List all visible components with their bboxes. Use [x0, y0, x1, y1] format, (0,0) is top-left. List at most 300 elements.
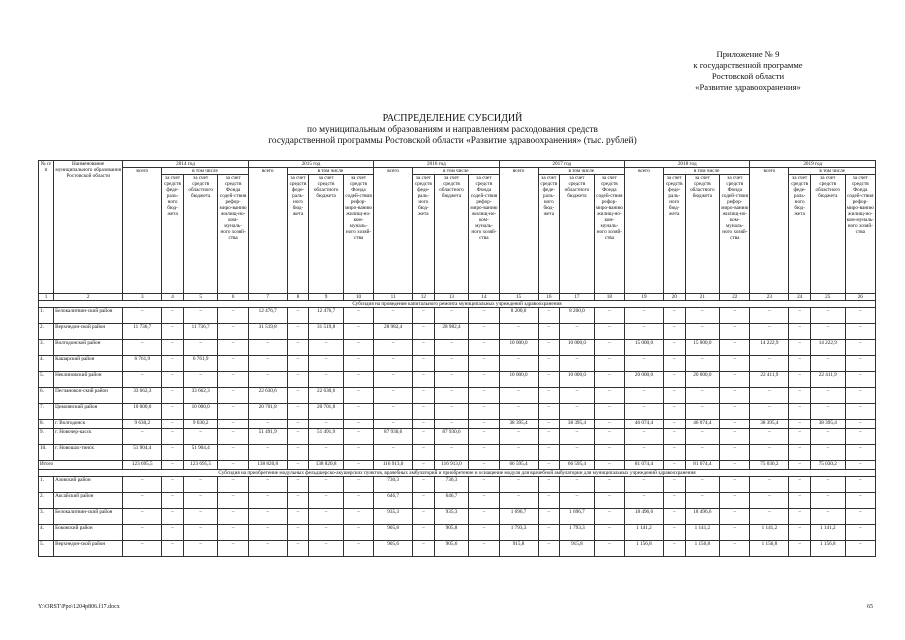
value-cell: –: [750, 477, 789, 493]
column-number: 17: [560, 294, 595, 301]
value-cell: –: [720, 308, 750, 324]
value-cell: –: [663, 445, 685, 461]
value-cell: 28 982,4: [374, 324, 413, 340]
table-row: [39, 493, 876, 509]
value-cell: –: [789, 404, 811, 420]
value-cell: –: [720, 525, 750, 541]
page-number: 65: [867, 604, 873, 610]
municipality-name: Цимлянский район: [54, 404, 123, 420]
value-cell: –: [625, 404, 664, 420]
total-value: 66 595,4: [499, 461, 538, 470]
header-obl: за счет средств областного бюджета: [560, 175, 595, 294]
total-value: 66 595,4: [560, 461, 595, 470]
table-row: [39, 429, 876, 445]
header-obl: за счет средств областного бюджета: [183, 175, 218, 294]
row-number: 5.: [39, 372, 54, 388]
value-cell: 1 696,7: [560, 509, 595, 525]
value-cell: 10 000,0: [560, 340, 595, 356]
value-cell: –: [434, 420, 469, 429]
value-cell: –: [499, 477, 538, 493]
value-cell: –: [469, 445, 499, 461]
value-cell: –: [309, 493, 344, 509]
value-cell: –: [162, 477, 184, 493]
value-cell: –: [663, 477, 685, 493]
value-cell: –: [218, 388, 248, 404]
value-cell: –: [720, 429, 750, 445]
value-cell: –: [374, 445, 413, 461]
value-cell: –: [162, 324, 184, 340]
value-cell: –: [343, 541, 373, 557]
value-cell: –: [594, 429, 624, 445]
subsidy-table: [38, 160, 876, 557]
value-cell: –: [287, 509, 309, 525]
value-cell: 8 200,0: [560, 308, 595, 324]
table-row: [39, 404, 876, 420]
value-cell: 33 662,3: [123, 388, 162, 404]
value-cell: 1 696,7: [499, 509, 538, 525]
appendix-line: Ростовской области: [711, 71, 785, 81]
value-cell: –: [845, 509, 875, 525]
value-cell: 646,7: [374, 493, 413, 509]
value-cell: –: [789, 493, 811, 509]
value-cell: 11 736,7: [123, 324, 162, 340]
value-cell: –: [248, 525, 287, 541]
value-cell: –: [750, 308, 789, 324]
header-incl: в том числе: [162, 168, 249, 175]
value-cell: –: [750, 509, 789, 525]
value-cell: 20 701,8: [248, 404, 287, 420]
value-cell: –: [309, 372, 344, 388]
header-fed: за счет средств феде-раль-ного бюд-жета: [789, 175, 811, 294]
value-cell: –: [343, 477, 373, 493]
total-value: –: [343, 461, 373, 470]
value-cell: –: [538, 541, 560, 557]
value-cell: –: [594, 493, 624, 509]
value-cell: –: [248, 477, 287, 493]
file-path: Y:\ORST\Ppo\1204p806.f17.docx: [38, 604, 120, 610]
value-cell: 22 630,6: [309, 388, 344, 404]
value-cell: 8 200,0: [499, 308, 538, 324]
value-cell: –: [183, 308, 218, 324]
header-fund: за счет средств Фонда содей-ствия рефор-миро-ванию жилищ-но-ком-муналь-ного хозяй-ства: [343, 175, 373, 294]
row-number: 4.: [39, 525, 54, 541]
value-cell: –: [413, 445, 435, 461]
value-cell: –: [594, 541, 624, 557]
document-title: [0, 113, 905, 148]
value-cell: –: [789, 509, 811, 525]
header-fed: за счет средств феде-раль-ного бюд-жета: [663, 175, 685, 294]
value-cell: –: [750, 493, 789, 509]
value-cell: –: [183, 477, 218, 493]
column-number: 16: [538, 294, 560, 301]
value-cell: –: [720, 509, 750, 525]
value-cell: –: [845, 388, 875, 404]
value-cell: –: [162, 340, 184, 356]
appendix-line: к государственной программе: [693, 60, 803, 70]
value-cell: 730,3: [374, 477, 413, 493]
header-fund: за счет средств Фонда содей-ствия рефор-миро-ванию жилищ-но-ком-муналь-ного хозяй-ства: [469, 175, 499, 294]
value-cell: –: [685, 388, 720, 404]
value-cell: –: [663, 372, 685, 388]
value-cell: –: [183, 340, 218, 356]
value-cell: –: [469, 372, 499, 388]
value-cell: –: [625, 477, 664, 493]
value-cell: –: [663, 525, 685, 541]
value-cell: 22 411,9: [750, 372, 789, 388]
header-fund: за счет средств Фонда содей-ствия рефор-миро-ванию жилищ-но-ком-муналь-ного хозяй-ства: [594, 175, 624, 294]
header-total: всего: [248, 168, 287, 294]
value-cell: –: [538, 477, 560, 493]
value-cell: –: [625, 429, 664, 445]
value-cell: 51 904,4: [183, 445, 218, 461]
title-line: по муниципальным образованиям и направлениям расходования средств: [307, 124, 598, 135]
value-cell: 51 491,9: [309, 429, 344, 445]
table-row: [39, 541, 876, 557]
value-cell: –: [499, 429, 538, 445]
value-cell: –: [218, 429, 248, 445]
value-cell: –: [789, 541, 811, 557]
value-cell: –: [594, 372, 624, 388]
value-cell: –: [560, 404, 595, 420]
value-cell: 22 630,6: [248, 388, 287, 404]
value-cell: –: [625, 493, 664, 509]
value-cell: –: [374, 340, 413, 356]
value-cell: 87 930,6: [374, 429, 413, 445]
value-cell: –: [218, 509, 248, 525]
column-number: 20: [663, 294, 685, 301]
value-cell: –: [750, 429, 789, 445]
value-cell: –: [810, 477, 845, 493]
value-cell: –: [750, 388, 789, 404]
value-cell: –: [469, 404, 499, 420]
value-cell: –: [309, 356, 344, 372]
value-cell: –: [413, 429, 435, 445]
row-number: 2.: [39, 493, 54, 509]
value-cell: –: [469, 388, 499, 404]
value-cell: –: [248, 372, 287, 388]
value-cell: –: [374, 420, 413, 429]
value-cell: –: [810, 509, 845, 525]
header-fund: за счет средств Фонда содей-ствия рефор-миро-ванию жилищ-но-ком-муналь-ного хозяй-ства: [720, 175, 750, 294]
value-cell: –: [594, 388, 624, 404]
value-cell: –: [560, 429, 595, 445]
table-row: [39, 420, 876, 429]
value-cell: –: [750, 445, 789, 461]
column-number: 10: [343, 294, 373, 301]
value-cell: –: [663, 420, 685, 429]
municipality-name: Боковский район: [54, 525, 123, 541]
value-cell: –: [343, 445, 373, 461]
value-cell: –: [720, 541, 750, 557]
municipality-name: Азовский район: [54, 477, 123, 493]
value-cell: –: [162, 525, 184, 541]
value-cell: –: [538, 509, 560, 525]
table-row: [39, 477, 876, 493]
municipality-name: Белокалитвин-ский район: [54, 308, 123, 324]
municipality-name: Песчанокоп-ский район: [54, 388, 123, 404]
appendix-block: [648, 49, 848, 93]
value-cell: 1 156,8: [625, 541, 664, 557]
value-cell: –: [162, 541, 184, 557]
value-cell: –: [343, 388, 373, 404]
value-cell: –: [218, 493, 248, 509]
column-number: 18: [594, 294, 624, 301]
table-row: [39, 340, 876, 356]
value-cell: –: [720, 404, 750, 420]
value-cell: –: [123, 477, 162, 493]
value-cell: –: [123, 493, 162, 509]
value-cell: –: [789, 445, 811, 461]
row-number: 2.: [39, 324, 54, 340]
value-cell: –: [413, 340, 435, 356]
value-cell: –: [560, 445, 595, 461]
value-cell: 1 141,2: [750, 525, 789, 541]
value-cell: –: [845, 372, 875, 388]
value-cell: 12 476,7: [248, 308, 287, 324]
header-fund: за счет средств Фонда содей-ствия рефор-миро-ванию жилищ-но-ком-муналь-ного хозяй-ства: [845, 175, 875, 294]
header-total: всего: [374, 168, 413, 294]
value-cell: –: [538, 525, 560, 541]
value-cell: –: [123, 509, 162, 525]
value-cell: –: [499, 388, 538, 404]
value-cell: 18 496,6: [625, 509, 664, 525]
row-number: 8.: [39, 420, 54, 429]
column-number: 1: [39, 294, 54, 301]
value-cell: –: [810, 308, 845, 324]
header-total: всего: [750, 168, 789, 294]
value-cell: –: [218, 525, 248, 541]
value-cell: –: [789, 388, 811, 404]
value-cell: –: [499, 356, 538, 372]
value-cell: –: [789, 308, 811, 324]
value-cell: –: [343, 340, 373, 356]
value-cell: –: [789, 324, 811, 340]
value-cell: –: [434, 404, 469, 420]
total-row: [39, 461, 876, 470]
total-value: –: [845, 461, 875, 470]
value-cell: 22 411,9: [810, 372, 845, 388]
value-cell: –: [413, 308, 435, 324]
value-cell: –: [343, 356, 373, 372]
value-cell: –: [413, 493, 435, 509]
value-cell: 905,8: [374, 525, 413, 541]
header-year: 2019 год: [750, 161, 876, 168]
appendix-line: Приложение № 9: [716, 49, 780, 59]
value-cell: –: [750, 324, 789, 340]
value-cell: 9 630,2: [183, 420, 218, 429]
column-number: 3: [123, 294, 162, 301]
header-year: 2018 год: [625, 161, 750, 168]
total-value: –: [538, 461, 560, 470]
value-cell: –: [663, 429, 685, 445]
table-row: [39, 509, 876, 525]
title-line: государственной программы Ростовской области «Развитие здравоохранения» (тыс. рублей): [268, 136, 637, 146]
value-cell: 1 141,2: [685, 525, 720, 541]
appendix-line: «Развитие здравоохранения»: [695, 82, 801, 92]
value-cell: –: [218, 541, 248, 557]
value-cell: –: [162, 509, 184, 525]
municipality-name: Верхнедон-ской район: [54, 324, 123, 340]
value-cell: –: [413, 420, 435, 429]
value-cell: –: [685, 445, 720, 461]
value-cell: –: [123, 372, 162, 388]
value-cell: –: [413, 372, 435, 388]
value-cell: –: [183, 493, 218, 509]
value-cell: –: [162, 493, 184, 509]
header-fed: за счет средств феде-раль-ного бюд-жета: [287, 175, 309, 294]
value-cell: –: [594, 525, 624, 541]
value-cell: –: [218, 477, 248, 493]
value-cell: –: [123, 340, 162, 356]
value-cell: –: [845, 356, 875, 372]
total-value: –: [720, 461, 750, 470]
value-cell: –: [218, 404, 248, 420]
value-cell: 1 141,2: [810, 525, 845, 541]
value-cell: –: [162, 420, 184, 429]
column-number: 9: [309, 294, 344, 301]
value-cell: –: [374, 356, 413, 372]
value-cell: –: [123, 429, 162, 445]
value-cell: –: [343, 308, 373, 324]
total-value: –: [594, 461, 624, 470]
value-cell: –: [248, 420, 287, 429]
value-cell: –: [413, 541, 435, 557]
total-value: –: [218, 461, 248, 470]
value-cell: –: [663, 340, 685, 356]
value-cell: 28 982,4: [434, 324, 469, 340]
value-cell: –: [625, 356, 664, 372]
municipality-name: Белокалитвин-ский район: [54, 509, 123, 525]
value-cell: 18 496,6: [685, 509, 720, 525]
header-incl: в том числе: [287, 168, 374, 175]
value-cell: 15 000,0: [625, 340, 664, 356]
value-cell: –: [287, 429, 309, 445]
value-cell: –: [538, 404, 560, 420]
total-value: 138 820,8: [248, 461, 287, 470]
value-cell: –: [218, 445, 248, 461]
column-number: 22: [720, 294, 750, 301]
value-cell: –: [162, 445, 184, 461]
value-cell: 33 662,3: [183, 388, 218, 404]
value-cell: –: [287, 445, 309, 461]
value-cell: –: [343, 372, 373, 388]
header-fed: за счет средств феде-раль-ного бюд-жета: [413, 175, 435, 294]
header-total: всего: [123, 168, 162, 294]
value-cell: –: [413, 509, 435, 525]
value-cell: –: [810, 356, 845, 372]
column-number: 4: [162, 294, 184, 301]
value-cell: –: [162, 356, 184, 372]
value-cell: –: [287, 541, 309, 557]
value-cell: –: [538, 372, 560, 388]
column-number: 14: [469, 294, 499, 301]
total-value: 81 074,4: [625, 461, 664, 470]
value-cell: –: [469, 541, 499, 557]
header-obl: за счет средств областного бюджета: [685, 175, 720, 294]
value-cell: –: [309, 541, 344, 557]
value-cell: –: [218, 372, 248, 388]
value-cell: –: [287, 404, 309, 420]
total-value: 123 695,5: [183, 461, 218, 470]
value-cell: –: [218, 356, 248, 372]
value-cell: –: [663, 324, 685, 340]
value-cell: –: [560, 493, 595, 509]
column-number: 8: [287, 294, 309, 301]
column-number: 24: [789, 294, 811, 301]
value-cell: –: [538, 308, 560, 324]
header-total: всего: [625, 168, 664, 294]
value-cell: –: [663, 388, 685, 404]
value-cell: –: [538, 420, 560, 429]
municipality-name: Верхнедон-ской район: [54, 541, 123, 557]
value-cell: 1 793,3: [560, 525, 595, 541]
header-name: Наименование муниципального образования Ростовской области: [54, 161, 123, 294]
column-number: 21: [685, 294, 720, 301]
value-cell: –: [123, 525, 162, 541]
value-cell: –: [685, 477, 720, 493]
header-incl: в том числе: [538, 168, 625, 175]
value-cell: –: [538, 429, 560, 445]
value-cell: –: [434, 340, 469, 356]
value-cell: –: [560, 324, 595, 340]
column-number: 11: [374, 294, 413, 301]
value-cell: 51 904,4: [123, 445, 162, 461]
column-number: 19: [625, 294, 664, 301]
value-cell: 10 000,0: [123, 404, 162, 420]
row-number: 1.: [39, 477, 54, 493]
value-cell: –: [218, 324, 248, 340]
municipality-name: Неклиновский район: [54, 372, 123, 388]
value-cell: –: [343, 525, 373, 541]
value-cell: –: [750, 356, 789, 372]
header-total: всего: [499, 168, 538, 294]
value-cell: –: [685, 324, 720, 340]
value-cell: –: [594, 509, 624, 525]
value-cell: –: [810, 388, 845, 404]
value-cell: –: [594, 404, 624, 420]
value-cell: 1 793,3: [499, 525, 538, 541]
header-year: 2016 год: [374, 161, 499, 168]
total-value: 116 913,0: [374, 461, 413, 470]
value-cell: –: [499, 493, 538, 509]
header-year: 2017 год: [499, 161, 624, 168]
value-cell: –: [594, 477, 624, 493]
value-cell: –: [499, 404, 538, 420]
value-cell: –: [287, 388, 309, 404]
row-number: 5.: [39, 541, 54, 557]
value-cell: –: [663, 493, 685, 509]
value-cell: –: [538, 445, 560, 461]
value-cell: –: [845, 324, 875, 340]
header-num: № п/п: [39, 161, 54, 294]
value-cell: 1 141,2: [625, 525, 664, 541]
value-cell: –: [810, 429, 845, 445]
row-number: 1.: [39, 308, 54, 324]
table-row: [39, 372, 876, 388]
value-cell: –: [810, 324, 845, 340]
value-cell: –: [720, 388, 750, 404]
title-main: РАСПРЕДЕЛЕНИЕ СУБСИДИЙ: [382, 113, 523, 124]
header-year: 2015 год: [248, 161, 373, 168]
value-cell: 10 000,0: [499, 372, 538, 388]
value-cell: –: [413, 324, 435, 340]
value-cell: 6 761,9: [123, 356, 162, 372]
value-cell: –: [287, 493, 309, 509]
value-cell: –: [309, 420, 344, 429]
value-cell: –: [413, 477, 435, 493]
total-value: 75 030,2: [750, 461, 789, 470]
value-cell: –: [123, 308, 162, 324]
